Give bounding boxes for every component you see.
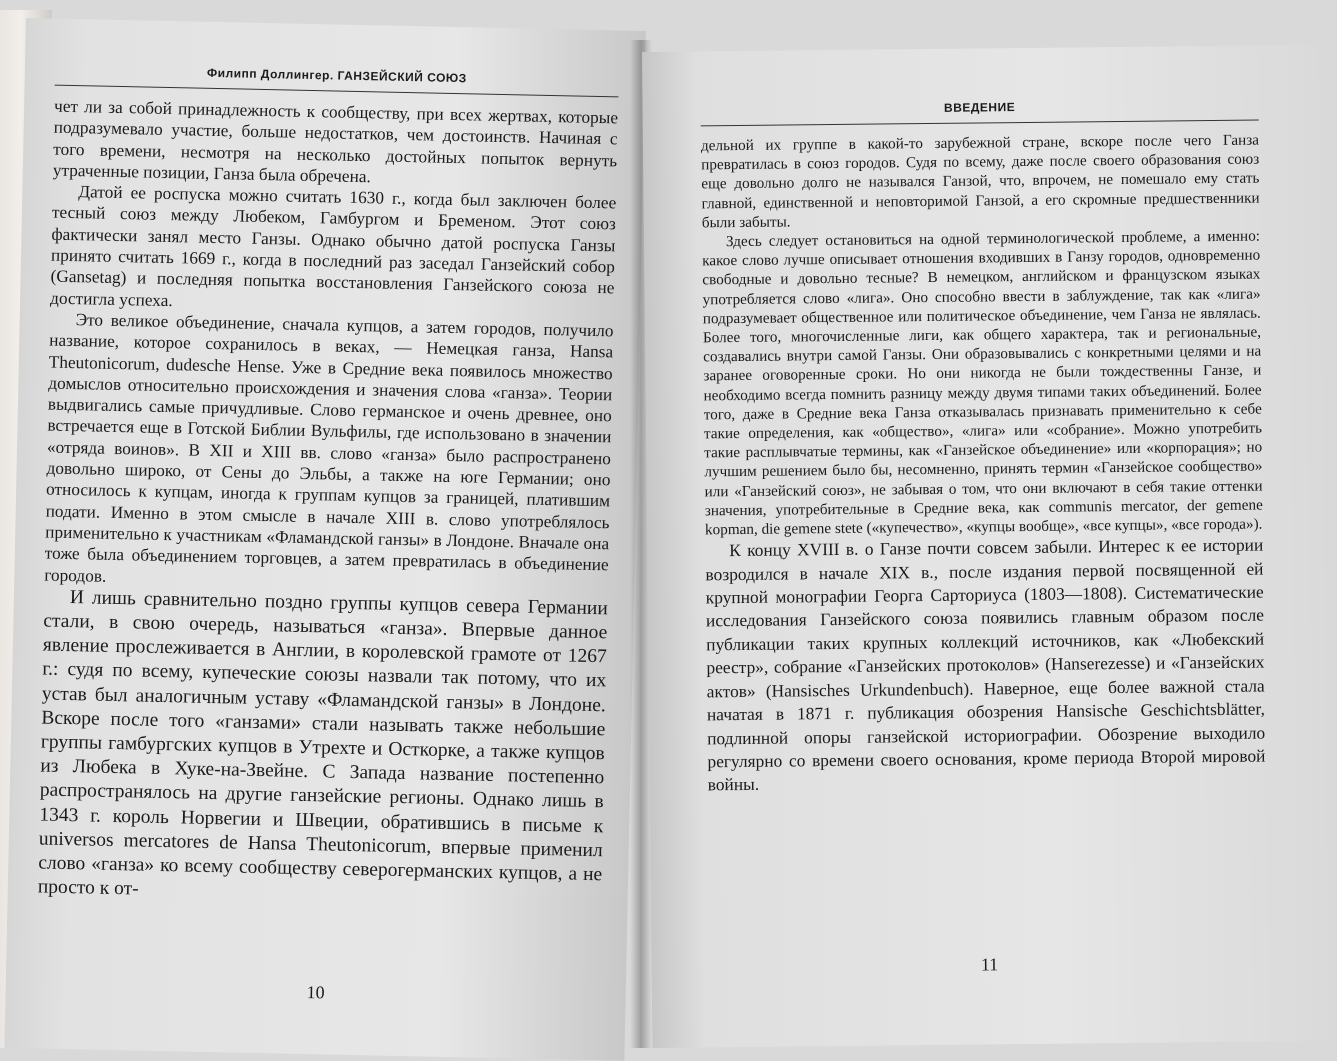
right-page-text (701, 131, 1266, 798)
page-number: 11 (980, 954, 999, 975)
page-number: 10 (306, 982, 325, 1003)
paragraph: дельной их группе в какой-то зарубежной стране, вскоре после чего Ганза превратилась в союз городов. Судя по всему, даже после своего образования союз еще довольно долго не назывался Ганзой, что, впрочем, не помешало ему стать главной, единственной и неповторимой Ганзой, а его скромные предшественники были забыты. (700, 131, 1260, 232)
right-page (642, 45, 1328, 1048)
left-page (4, 18, 645, 1061)
paragraph: Здесь следует остановиться на одной терминологической проблеме, а именно: какое слово лучше описывает отношения входивших в Ганзу городов, одновременно свободные и довольно тесные? В немецком, английском и французском языках употребляется слово «лига». Оно способно ввести в заблуждение, так как «лига» подразумевает общественное или политическое объединение, чем Ганза не являлась. Более того, многочисленные лиги, как общего характера, так и региональные, создавались внутри самой Ганзы. Они образовывались с конкретными целями и на заранее оговоренные сроки. Но они никогда не были тождественны Ганзе, и необходимо всегда помнить разницу между двумя типами таких объединений. Более того, даже в Средние века Ганза отказывалась признавать применительно к себе такие определения, как «общество», «лига» или «собрание». Можно употребить такие расплывчатые термины, как «Ганзейское объединение» или «корпорация»; но лучшим решением было бы, несомненно, принять термин «Ганзейское сообщество» или «Ганзейский союз», не забывая о том, что они включают в себя такие оттенки значения, употребительные в Средние века, как communis mercator, der gemene kopman, die gemene stete («купечество», «купцы вообще», «все купцы», «все города»). (702, 227, 1263, 539)
running-head: Филипп Доллингер. ГАНЗЕЙСКИЙ СОЮЗ (55, 63, 619, 98)
paragraph: И лишь сравнительно поздно группы купцов севера Германии стали, в свою очередь, называться «ганза». Впервые данное явление прослеживается в Англии, в королевской грамоте от 1267 г.: судя по всему, купеческие союзы назвали так потому, что их устав был аналогичным уставу «Фламандской ганзы» в Лондоне. Вскоре после того «ганзами» стали называть также небольшие группы гамбургских купцов в Утрехте и Осткорке, а также купцов из Любека в Хуке-на-Звейне. С Запада название постепенно распространялось на другие ганзейские регионы. Однако лишь в 1343 г. король Норвегии и Швеции, обратившись в письме к universos mercatores de Hansa Theutonicorum, впервые применил слово «ганза» ко всему сообществу северогерманских купцов, а не просто к от- (37, 586, 608, 900)
left-page-text (38, 96, 619, 912)
paragraph: Это великое объединение, сначала купцов, а затем городов, получило название, которое сохранилось в веках, — Немецкая ганза, Hansa Theutonicorum, dudesche Hense. Уже в Средние века появилось множество домыслов относительно происхождения и значения слова «ганза». Теории выдвигались самые причудливые. Слово германское и очень древнее, оно встречается еще в Готской Библии Вульфилы, где использовано в значении «отряда воинов». В XII и XIII вв. слово «ганза» было распространено довольно широко, от Сены до Эльбы, а также на юге Германии; оно относилось к купцам, иногда к группам купцов за границей, платившим подати. Именно в этом смысле в начале XIII в. слово употреблялось применительно к участникам «Фламандской ганзы» в Лондоне. Вначале она тоже была объединением торговцев, а затем превратилась в объединение городов. (44, 310, 614, 586)
paragraph: чет ли за собой принадлежность к сообществу, при всех жертвах, которые подразумевало участие, больше недостатков, чем достоинств. Начиная с того времени, несмотря на несколько достойных попыток вернуть утраченные позиции, Ганза была обречена. (52, 96, 619, 187)
paragraph: Датой ее роспуска можно считать 1630 г., когда был заключен более тесный союз между Любеком, Гамбургом и Бременом. Этот союз фактически занял место Ганзы. Однако обычно датой роспуска Ганзы принято считать 1669 г., когда в последний раз заседал Ганзейский собор (Gansetag) и последняя попытка восстановления Ганзейского союза не достигла успеха. (49, 182, 617, 310)
paragraph: К концу XVIII в. о Ганзе почти совсем забыли. Интерес к ее истории возродился в начале XIX в., после издания первой посвященной ей крупной монографии Георга Сарториуса (1803—1808). Систематические исследования Ганзейского союза появились главным образом после публикации таких крупных коллекций источников, как «Любекский реестр», собрание «Ганзейских протоколов» (Hanserezesse) и «Ганзейских актов» (Hansisches Urkundenbuch). Наверное, еще более важной стала начатая в 1871 г. публикация обозрения Hansische Geschichtsblätter, подлинной опоры ганзейской историографии. Обозрение выходило регулярно со времени своего основания, кроме периода Второй мировой войны. (705, 534, 1266, 795)
running-head: ВВЕДЕНИЕ (701, 98, 1259, 127)
